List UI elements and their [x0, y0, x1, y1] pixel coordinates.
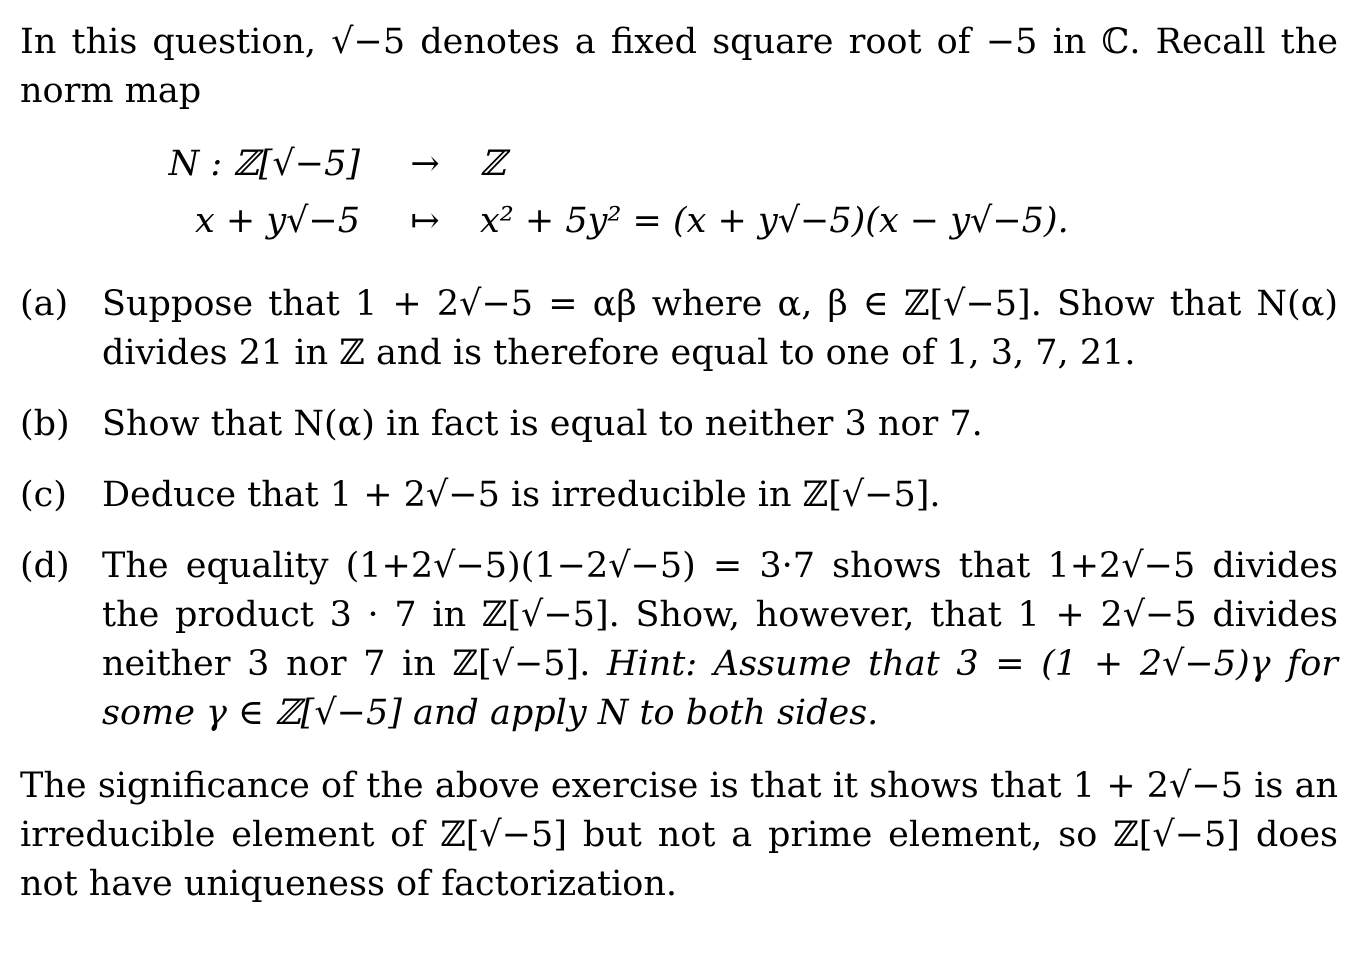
norm-map-codomain: ℤ: [480, 144, 506, 184]
part-label: (b): [20, 404, 70, 444]
intro-paragraph: In this question, √−5 denotes a fixed square root of −5 in ℂ. Recall the norm map: [20, 22, 1338, 111]
part-text: Deduce that 1 + 2√−5 is irreducible in ℤ[√−5].: [102, 475, 941, 515]
part-c: [20, 471, 1338, 520]
part-text: Show that N(α) in fact is equal to neither 3 nor 7.: [102, 404, 983, 444]
norm-map-output: x² + 5y² = (x + y√−5)(x − y√−5).: [480, 201, 1069, 241]
part-d: [20, 542, 1338, 738]
part-b: [20, 400, 1338, 449]
document: [20, 18, 1338, 909]
part-label: (c): [20, 475, 67, 515]
closing-paragraph: The significance of the above exercise is that it shows that 1 + 2√−5 is an irreducible element of ℤ[√−5] but not a prime element, so ℤ[√−5] does not have uniqueness of factorization.: [20, 766, 1338, 904]
exercise-parts: [20, 280, 1338, 738]
mapsto-arrow: ↦: [410, 201, 440, 241]
part-text: Suppose that 1 + 2√−5 = αβ where α, β ∈ ℤ[√−5]. Show that N(α) divides 21 in ℤ and is therefore equal to one of 1, 3, 7, 21.: [102, 284, 1338, 373]
part-label: (a): [20, 284, 69, 324]
norm-map-input: x + y√−5: [195, 201, 360, 241]
norm-map-display: [20, 140, 1338, 241]
norm-map-domain: N : ℤ[√−5]: [168, 144, 360, 184]
maps-to-arrow: →: [410, 144, 440, 184]
part-label: (d): [20, 546, 70, 586]
part-hint: Hint: Assume that 3 = (1 + 2√−5)γ for some γ ∈ ℤ[√−5] and apply N to both sides.: [102, 644, 1338, 733]
part-text: The equality (1+2√−5)(1−2√−5) = 3·7 shows that 1+2√−5 divides the product 3 · 7 in ℤ[√−5]. Show, however, that 1 + 2√−5 divides neither 3 nor 7 in ℤ[√−5].: [102, 546, 1338, 684]
part-a: [20, 280, 1338, 378]
